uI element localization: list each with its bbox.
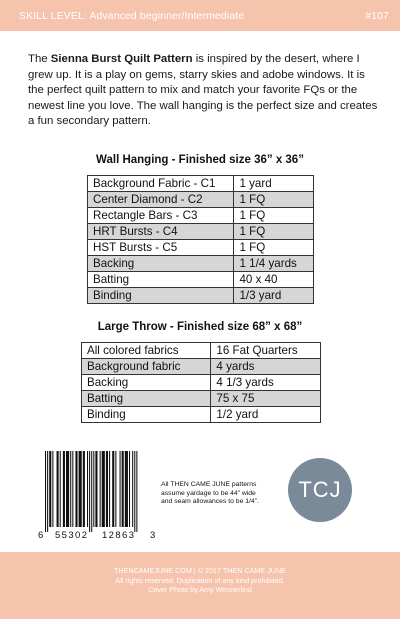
amount-cell: 1 FQ: [234, 208, 314, 224]
item-cell: Backing: [88, 256, 234, 272]
intro-paragraph: [28, 52, 380, 130]
table-row: [88, 256, 314, 272]
amount-cell: 16 Fat Quarters: [211, 343, 321, 359]
barcode-image: [38, 451, 152, 532]
item-cell: Binding: [82, 407, 211, 423]
note-line: All THEN CAME JUNE patterns: [161, 481, 257, 488]
item-cell: Backing: [82, 375, 211, 391]
wall-hanging-table: [87, 175, 314, 304]
table-row: [88, 288, 314, 304]
table-row: [82, 391, 321, 407]
item-cell: Binding: [88, 288, 234, 304]
item-cell: Center Diamond - C2: [88, 192, 234, 208]
item-cell: Batting: [82, 391, 211, 407]
table-row: [82, 359, 321, 375]
pattern-name: Sienna Burst Quilt Pattern: [50, 53, 193, 65]
item-cell: HRT Bursts - C4: [88, 224, 234, 240]
amount-cell: 1 yard: [234, 176, 314, 192]
large-throw-title: Large Throw - Finished size 68” x 68”: [97, 321, 303, 333]
table-row: [82, 407, 321, 423]
item-cell: HST Bursts - C5: [88, 240, 234, 256]
table-row: [88, 224, 314, 240]
amount-cell: 1/2 yard: [211, 407, 321, 423]
amount-cell: 1 FQ: [234, 224, 314, 240]
amount-cell: 40 x 40: [234, 272, 314, 288]
item-cell: Background fabric: [82, 359, 211, 375]
table-row: [82, 343, 321, 359]
skill-level-label: SKILL LEVEL: Advanced beginner/Intermediate: [19, 9, 245, 22]
item-cell: All colored fabrics: [82, 343, 211, 359]
footer-rights: All rights reserved. Duplication of any kind prohibited.: [115, 575, 285, 585]
item-cell: Rectangle Bars - C3: [88, 208, 234, 224]
barcode-digits: [38, 530, 158, 542]
footer-photo-credit: Cover Photo by Amy Wennerlind: [148, 585, 252, 595]
table-row: [88, 208, 314, 224]
wall-hanging-title: Wall Hanging - Finished size 36” x 36”: [96, 154, 304, 166]
amount-cell: 4 1/3 yards: [211, 375, 321, 391]
tcj-logo: TCJ: [288, 458, 352, 522]
amount-cell: 1 FQ: [234, 192, 314, 208]
barcode-lead-digit: 6: [38, 530, 44, 541]
item-cell: Background Fabric - C1: [88, 176, 234, 192]
amount-cell: 1 1/4 yards: [234, 256, 314, 272]
table-row: [88, 240, 314, 256]
amount-cell: 4 yards: [211, 359, 321, 375]
table-row: [82, 375, 321, 391]
amount-cell: 75 x 75: [211, 391, 321, 407]
amount-cell: 1/3 yard: [234, 288, 314, 304]
large-throw-table: [81, 342, 321, 423]
table-row: [88, 192, 314, 208]
footer-band: [0, 552, 400, 619]
header-band: [0, 0, 400, 31]
barcode-right-group: 12863: [102, 530, 136, 541]
footer-copyright: THENCAMEJUNE.COM | © 2017 THEN CAME JUNE: [114, 566, 286, 575]
pattern-number: #107: [365, 9, 389, 22]
intro-body: is inspired by the desert, where I grew up. It is a play on gems, starry skies and adobe windows. It is the perfect quilt pattern to mix and match your favorite FQs or the newest line you love. The wall hanging is the perfect size and creates a fun secondary pattern.: [28, 53, 378, 128]
intro-prefix: The: [28, 53, 51, 65]
table-row: [88, 176, 314, 192]
table-row: [88, 272, 314, 288]
yardage-note: [161, 481, 291, 507]
amount-cell: 1 FQ: [234, 240, 314, 256]
item-cell: Batting: [88, 272, 234, 288]
note-line: and seam allowances to be 1/4”.: [161, 498, 259, 506]
barcode-left-group: 55302: [55, 530, 89, 541]
barcode-check-digit: 3: [150, 530, 156, 541]
note-line: assume yardage to be 44” wide: [161, 489, 256, 497]
